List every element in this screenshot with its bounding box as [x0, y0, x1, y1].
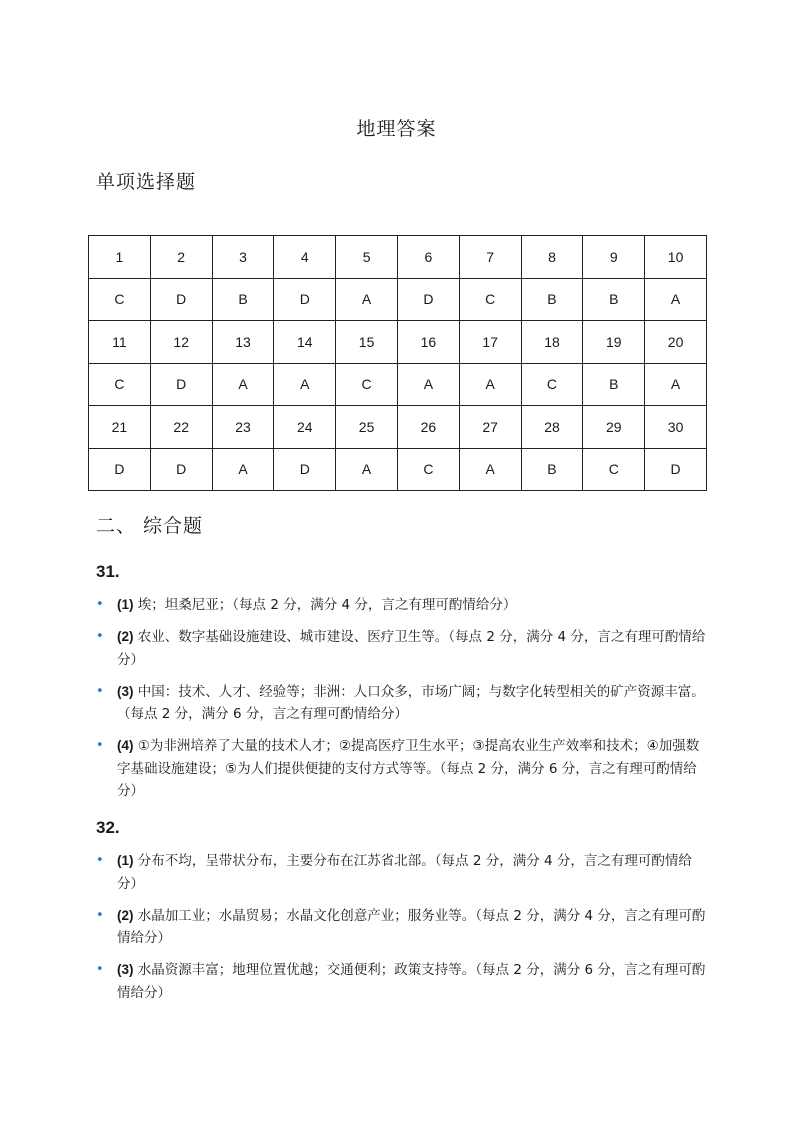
- answer-cell: D: [274, 448, 336, 491]
- answer-cell: D: [150, 278, 212, 321]
- bullet-icon: •: [96, 629, 104, 644]
- answer-cell: A: [459, 448, 521, 491]
- question-number-cell: 29: [583, 406, 645, 449]
- question-number-cell: 11: [89, 321, 151, 364]
- answer-cell: A: [459, 363, 521, 406]
- list-item: [96, 959, 710, 1004]
- question-number-cell: 3: [212, 236, 274, 279]
- answer-cell: C: [89, 278, 151, 321]
- answer-cell: D: [397, 278, 459, 321]
- question-number-cell: 1: [89, 236, 151, 279]
- answer-row: [89, 448, 707, 491]
- question-number-cell: 8: [521, 236, 583, 279]
- answer-cell: A: [397, 363, 459, 406]
- answer-cell: C: [583, 448, 645, 491]
- section-title-comprehensive: 二、 综合题: [96, 515, 204, 537]
- question-number-cell: 4: [274, 236, 336, 279]
- question-number-cell: 23: [212, 406, 274, 449]
- item-label: (1): [117, 597, 134, 612]
- question-number-cell: 30: [645, 406, 707, 449]
- answer-cell: D: [645, 448, 707, 491]
- question-number-32: 32.: [96, 818, 120, 837]
- question-number-row: [89, 236, 707, 279]
- question-number-cell: 22: [150, 406, 212, 449]
- question-number-cell: 12: [150, 321, 212, 364]
- bullet-icon: •: [96, 597, 104, 612]
- question-number-cell: 21: [89, 406, 151, 449]
- question-number-cell: 17: [459, 321, 521, 364]
- question-number-cell: 5: [336, 236, 398, 279]
- item-text: 中国：技术、人才、经验等；非洲：人口众多，市场广阔；与数字化转型相关的矿产资源丰富。（每点 2 分，满分 6 分，言之有理可酌情给分）: [117, 683, 705, 722]
- question-number-cell: 18: [521, 321, 583, 364]
- answer-cell: A: [274, 363, 336, 406]
- question-number-cell: 10: [645, 236, 707, 279]
- list-item: [96, 905, 710, 950]
- question-number-cell: 15: [336, 321, 398, 364]
- item-label: (4): [117, 738, 134, 753]
- question-number-cell: 28: [521, 406, 583, 449]
- answer-cell: B: [583, 278, 645, 321]
- question-number-cell: 6: [397, 236, 459, 279]
- item-text: ①为非洲培养了大量的技术人才；②提高医疗卫生水平；③提高农业生产效率和技术；④加强数字基础设施建设；⑤为人们提供便捷的支付方式等等。（每点 2 分，满分 6 分，言之有理可酌情给分）: [117, 738, 700, 799]
- answer-cell: A: [336, 448, 398, 491]
- list-item: [96, 681, 710, 726]
- item-label: (3): [117, 683, 134, 699]
- bullet-icon: •: [96, 738, 104, 753]
- answer-row: [89, 363, 707, 406]
- answer-cell: A: [212, 363, 274, 406]
- answer-cell: A: [336, 278, 398, 321]
- question-number-cell: 26: [397, 406, 459, 449]
- answer-cell: C: [336, 363, 398, 406]
- item-text: 分布不均，呈带状分布，主要分布在江苏省北部。（每点 2 分，满分 4 分，言之有理可酌情给分）: [117, 853, 692, 892]
- question-number-cell: 16: [397, 321, 459, 364]
- list-item: [96, 594, 710, 617]
- item-label: (3): [117, 962, 134, 977]
- question-number-cell: 2: [150, 236, 212, 279]
- answer-cell: D: [150, 363, 212, 406]
- bullet-icon: •: [96, 853, 104, 868]
- answer-cell: C: [459, 278, 521, 321]
- answer-cell: D: [89, 448, 151, 491]
- item-label: (2): [117, 629, 134, 644]
- bullet-icon: •: [96, 962, 104, 977]
- list-item: [96, 626, 710, 671]
- question-number-cell: 24: [274, 406, 336, 449]
- item-text: 水晶加工业；水晶贸易；水晶文化创意产业；服务业等。（每点 2 分，满分 4 分，言之有理可酌情给分）: [117, 907, 706, 946]
- question-number-row: [89, 321, 707, 364]
- question-number-31: 31.: [96, 562, 120, 581]
- answer-table: [88, 235, 707, 491]
- item-label: (1): [117, 853, 134, 868]
- question-number-cell: 14: [274, 321, 336, 364]
- question-32-answers: [96, 850, 710, 1014]
- answer-cell: C: [521, 363, 583, 406]
- answer-cell: D: [150, 448, 212, 491]
- bullet-icon: •: [96, 683, 104, 699]
- section-title-multiple-choice: 单项选择题: [96, 171, 197, 193]
- answer-cell: B: [521, 448, 583, 491]
- item-text: 埃；坦桑尼亚；（每点 2 分，满分 4 分，言之有理可酌情给分）: [133, 597, 517, 613]
- question-number-cell: 25: [336, 406, 398, 449]
- page-title: 地理答案: [356, 118, 437, 140]
- answer-cell: C: [89, 363, 151, 406]
- list-item: [96, 850, 710, 895]
- question-number-cell: 27: [459, 406, 521, 449]
- question-31-answers: [96, 594, 710, 812]
- question-number-cell: 20: [645, 321, 707, 364]
- item-text: 农业、数字基础设施建设、城市建设、医疗卫生等。（每点 2 分，满分 4 分，言之有理可酌情给分）: [117, 629, 706, 668]
- question-number-cell: 19: [583, 321, 645, 364]
- bullet-icon: •: [96, 907, 104, 923]
- item-label: (2): [117, 907, 134, 923]
- question-number-cell: 7: [459, 236, 521, 279]
- answer-cell: B: [521, 278, 583, 321]
- answer-cell: D: [274, 278, 336, 321]
- answer-cell: B: [212, 278, 274, 321]
- item-text: 水晶资源丰富；地理位置优越；交通便利；政策支持等。（每点 2 分，满分 6 分，言之有理可酌情给分）: [117, 962, 706, 1001]
- answer-cell: A: [645, 278, 707, 321]
- answer-row: [89, 278, 707, 321]
- answer-cell: A: [212, 448, 274, 491]
- list-item: [96, 735, 710, 803]
- question-number-cell: 9: [583, 236, 645, 279]
- question-number-cell: 13: [212, 321, 274, 364]
- answer-cell: B: [583, 363, 645, 406]
- answer-cell: A: [645, 363, 707, 406]
- answer-cell: C: [397, 448, 459, 491]
- question-number-row: [89, 406, 707, 449]
